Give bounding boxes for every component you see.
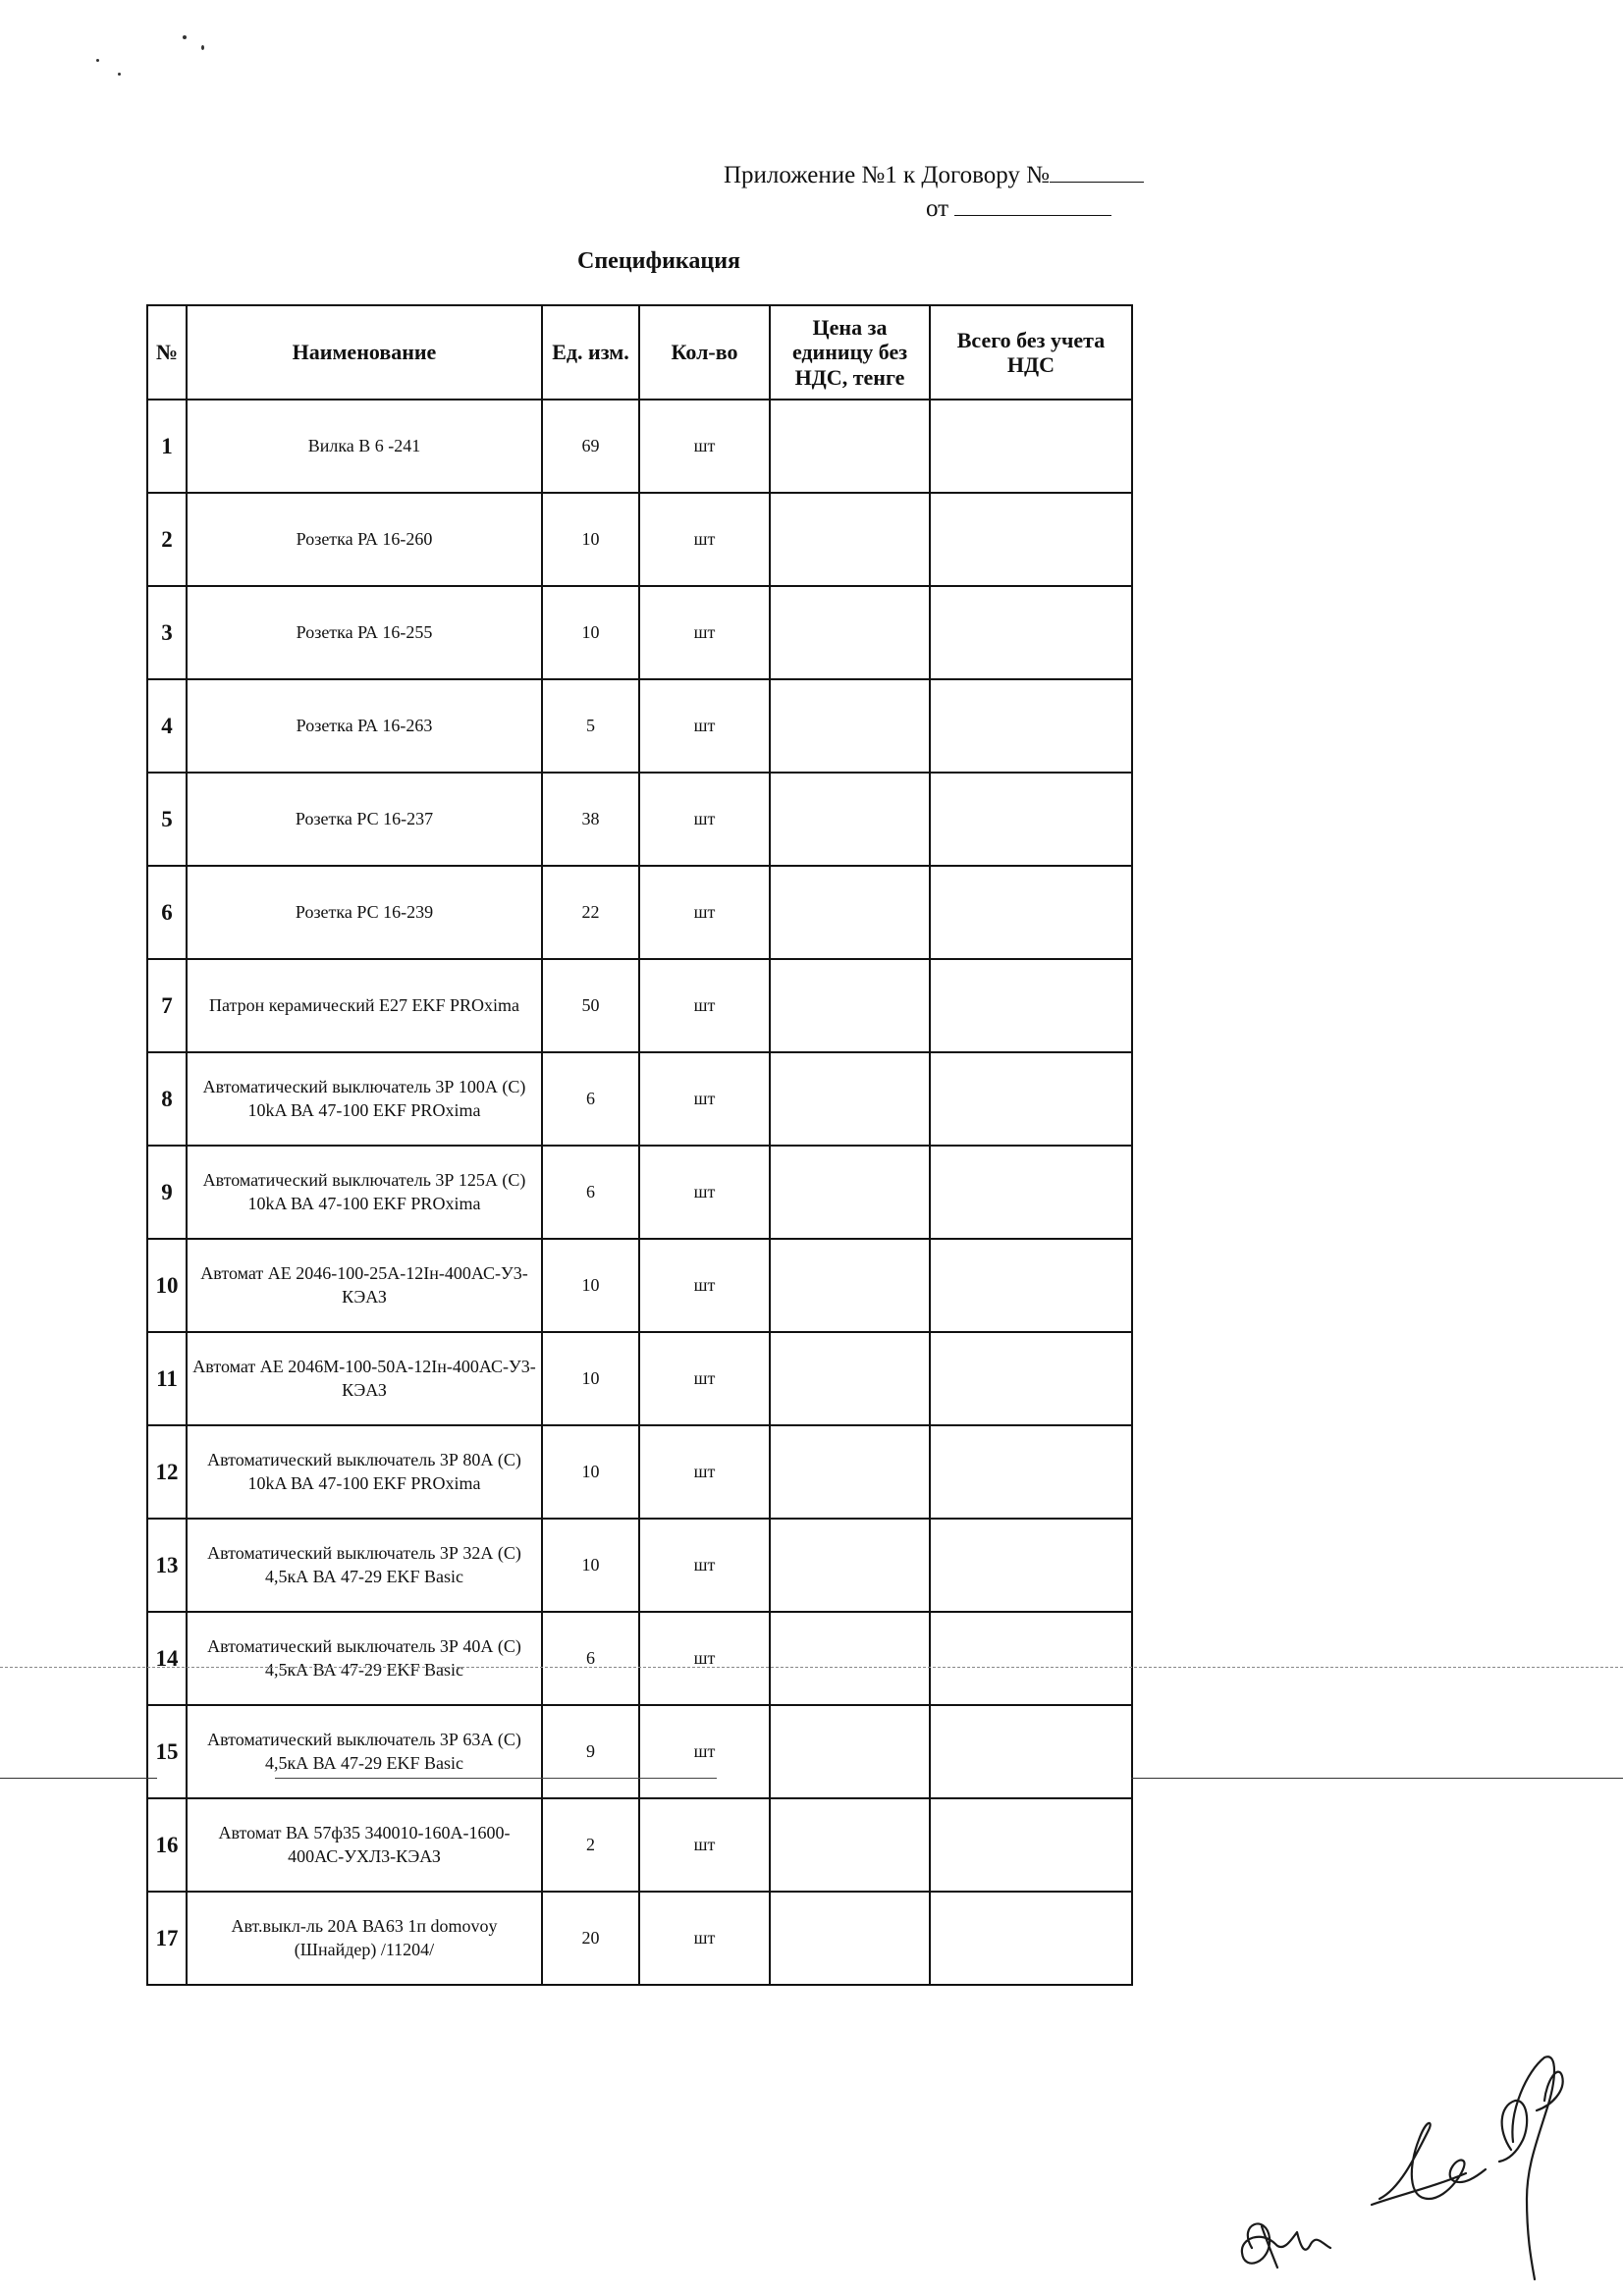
total-cell <box>930 1705 1132 1798</box>
row-number-cell: 10 <box>147 1239 187 1332</box>
quantity-cell: 9 <box>542 1705 639 1798</box>
table-row <box>147 1425 1132 1519</box>
total-cell <box>930 1519 1132 1612</box>
row-number-cell: 11 <box>147 1332 187 1425</box>
table-row <box>147 1705 1132 1798</box>
unit-cell: шт <box>639 1332 770 1425</box>
unit-price-cell <box>770 773 930 866</box>
quantity-cell: 10 <box>542 493 639 586</box>
table-row <box>147 1798 1132 1892</box>
table-row <box>147 586 1132 679</box>
unit-cell: шт <box>639 866 770 959</box>
table-row <box>147 1892 1132 1985</box>
total-cell <box>930 959 1132 1052</box>
scan-speck <box>96 59 99 62</box>
table-row <box>147 679 1132 773</box>
total-cell <box>930 493 1132 586</box>
unit-cell: шт <box>639 1239 770 1332</box>
table-row <box>147 1146 1132 1239</box>
item-name-cell: Автоматический выключатель 3Р 32А (С) 4,5кА ВА 47-29 EKF Basic <box>187 1519 542 1612</box>
unit-cell: шт <box>639 1425 770 1519</box>
unit-cell: шт <box>639 959 770 1052</box>
row-number-cell: 3 <box>147 586 187 679</box>
unit-price-cell <box>770 1705 930 1798</box>
unit-cell: шт <box>639 1146 770 1239</box>
date-blank <box>954 193 1111 216</box>
row-number-cell: 1 <box>147 400 187 493</box>
total-cell <box>930 773 1132 866</box>
unit-cell: шт <box>639 1519 770 1612</box>
contract-number-blank <box>1050 160 1144 183</box>
unit-price-cell <box>770 959 930 1052</box>
unit-cell: шт <box>639 1892 770 1985</box>
unit-price-cell <box>770 400 930 493</box>
item-name-cell: Автомат ВА 57ф35 340010-160А-1600-400АС-УХЛ3-КЭАЗ <box>187 1798 542 1892</box>
table-row <box>147 1519 1132 1612</box>
unit-cell: шт <box>639 1705 770 1798</box>
total-cell <box>930 1239 1132 1332</box>
scan-artifact-line <box>1131 1778 1623 1779</box>
quantity-cell: 38 <box>542 773 639 866</box>
unit-cell: шт <box>639 493 770 586</box>
item-name-cell: Автоматический выключатель 3Р 125А (С) 10kA ВА 47-100 EKF PROxima <box>187 1146 542 1239</box>
item-name-cell: Розетка РС 16-239 <box>187 866 542 959</box>
specification-table <box>146 304 1133 1986</box>
row-number-cell: 13 <box>147 1519 187 1612</box>
quantity-cell: 22 <box>542 866 639 959</box>
unit-cell: шт <box>639 679 770 773</box>
item-name-cell: Розетка РС 16-237 <box>187 773 542 866</box>
document-title: Спецификация <box>577 248 741 274</box>
unit-price-cell <box>770 1332 930 1425</box>
table-body <box>147 400 1132 1985</box>
column-header-name: Наименование <box>187 305 542 400</box>
scan-artifact-line <box>275 1778 717 1779</box>
item-name-cell: Автомат АЕ 2046М-100-50А-12Iн-400АС-У3-КЭАЗ <box>187 1332 542 1425</box>
table-row <box>147 400 1132 493</box>
row-number-cell: 17 <box>147 1892 187 1985</box>
table-row <box>147 1332 1132 1425</box>
item-name-cell: Розетка РА 16-263 <box>187 679 542 773</box>
appendix-header <box>724 160 1144 189</box>
quantity-cell: 6 <box>542 1052 639 1146</box>
item-name-cell: Авт.выкл-ль 20А ВА63 1п domovoy (Шнайдер) /11204/ <box>187 1892 542 1985</box>
quantity-cell: 10 <box>542 1425 639 1519</box>
item-name-cell: Автоматический выключатель 3Р 40А (С) 4,5кА ВА 47-29 EKF Basic <box>187 1612 542 1705</box>
item-name-cell: Автоматический выключатель 3Р 63А (С) 4,5кА ВА 47-29 EKF Basic <box>187 1705 542 1798</box>
row-number-cell: 14 <box>147 1612 187 1705</box>
row-number-cell: 6 <box>147 866 187 959</box>
row-number-cell: 7 <box>147 959 187 1052</box>
unit-cell: шт <box>639 1612 770 1705</box>
table-row <box>147 1052 1132 1146</box>
table-row <box>147 1239 1132 1332</box>
unit-price-cell <box>770 1892 930 1985</box>
total-cell <box>930 1425 1132 1519</box>
table-row <box>147 959 1132 1052</box>
item-name-cell: Розетка РА 16-260 <box>187 493 542 586</box>
quantity-cell: 10 <box>542 1332 639 1425</box>
unit-cell: шт <box>639 400 770 493</box>
scan-speck <box>201 45 204 50</box>
item-name-cell: Автомат АЕ 2046-100-25А-12Iн-400АС-У3-КЭАЗ <box>187 1239 542 1332</box>
total-cell <box>930 1332 1132 1425</box>
unit-price-cell <box>770 1612 930 1705</box>
quantity-cell: 10 <box>542 1519 639 1612</box>
total-cell <box>930 866 1132 959</box>
total-cell <box>930 1798 1132 1892</box>
unit-cell: шт <box>639 773 770 866</box>
item-name-cell: Патрон керамический Е27 EKF PROxima <box>187 959 542 1052</box>
date-label: от <box>926 195 949 222</box>
unit-price-cell <box>770 1146 930 1239</box>
scan-artifact-line <box>0 1778 157 1779</box>
quantity-cell: 2 <box>542 1798 639 1892</box>
item-name-cell: Розетка РА 16-255 <box>187 586 542 679</box>
row-number-cell: 4 <box>147 679 187 773</box>
unit-price-cell <box>770 1798 930 1892</box>
quantity-cell: 50 <box>542 959 639 1052</box>
total-cell <box>930 586 1132 679</box>
quantity-cell: 6 <box>542 1612 639 1705</box>
column-header-total: Всего без учета НДС <box>930 305 1132 400</box>
quantity-cell: 20 <box>542 1892 639 1985</box>
quantity-cell: 6 <box>542 1146 639 1239</box>
row-number-cell: 15 <box>147 1705 187 1798</box>
scan-speck <box>118 73 121 76</box>
total-cell <box>930 1146 1132 1239</box>
quantity-cell: 10 <box>542 586 639 679</box>
unit-price-cell <box>770 493 930 586</box>
appendix-label: Приложение №1 к Договору № <box>724 162 1051 188</box>
unit-price-cell <box>770 1239 930 1332</box>
column-header-unit-price: Цена за единицу без НДС, тенге <box>770 305 930 400</box>
date-line <box>926 193 1111 223</box>
quantity-cell: 5 <box>542 679 639 773</box>
handwritten-signature <box>1232 2052 1596 2287</box>
unit-price-cell <box>770 866 930 959</box>
row-number-cell: 16 <box>147 1798 187 1892</box>
row-number-cell: 2 <box>147 493 187 586</box>
scan-speck <box>183 35 187 39</box>
unit-price-cell <box>770 1052 930 1146</box>
table-header-row <box>147 305 1132 400</box>
column-header-number: № <box>147 305 187 400</box>
total-cell <box>930 1052 1132 1146</box>
table-row <box>147 493 1132 586</box>
scan-artifact-line <box>0 1667 1623 1668</box>
row-number-cell: 5 <box>147 773 187 866</box>
unit-price-cell <box>770 1519 930 1612</box>
table-row <box>147 773 1132 866</box>
table-row <box>147 1612 1132 1705</box>
table-row <box>147 866 1132 959</box>
total-cell <box>930 400 1132 493</box>
row-number-cell: 12 <box>147 1425 187 1519</box>
quantity-cell: 69 <box>542 400 639 493</box>
total-cell <box>930 1612 1132 1705</box>
unit-cell: шт <box>639 1052 770 1146</box>
row-number-cell: 8 <box>147 1052 187 1146</box>
item-name-cell: Вилка В 6 -241 <box>187 400 542 493</box>
item-name-cell: Автоматический выключатель 3Р 80А (С) 10kA ВА 47-100 EKF PROxima <box>187 1425 542 1519</box>
row-number-cell: 9 <box>147 1146 187 1239</box>
unit-price-cell <box>770 679 930 773</box>
quantity-cell: 10 <box>542 1239 639 1332</box>
unit-cell: шт <box>639 586 770 679</box>
column-header-qty: Ед. изм. <box>542 305 639 400</box>
column-header-unit: Кол-во <box>639 305 770 400</box>
unit-price-cell <box>770 1425 930 1519</box>
unit-cell: шт <box>639 1798 770 1892</box>
item-name-cell: Автоматический выключатель 3Р 100А (С) 10kA ВА 47-100 EKF PROxima <box>187 1052 542 1146</box>
total-cell <box>930 679 1132 773</box>
unit-price-cell <box>770 586 930 679</box>
total-cell <box>930 1892 1132 1985</box>
